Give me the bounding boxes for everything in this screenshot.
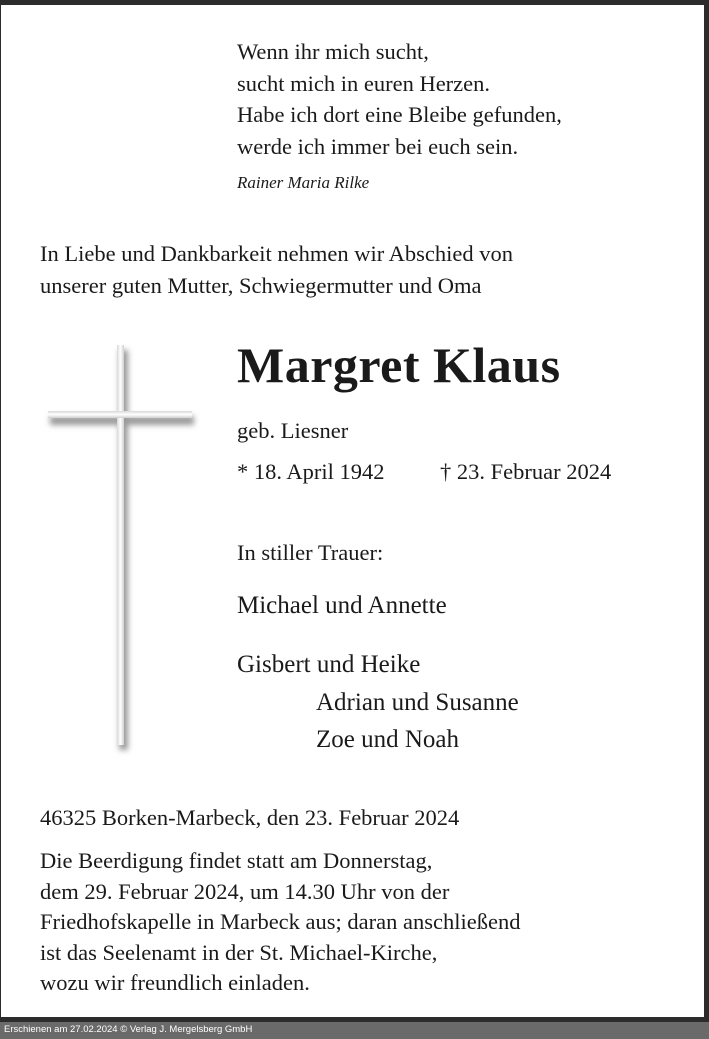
poem [237,36,562,162]
funeral-line: wozu wir freundlich einladen. [40,970,310,995]
mourner-grandchildren: Adrian und Susanne [316,689,519,716]
maiden-name: geb. Liesner [237,418,349,443]
deceased-name: Margret Klaus [237,337,561,393]
funeral-line: Die Beerdigung findet statt am Donnerstag, [40,848,433,873]
mourner-family: Gisbert und Heike [237,651,421,678]
place-date: 46325 Borken-Marbeck, den 23. Februar 2024 [40,805,460,830]
funeral-line: ist das Seelenamt in der St. Michael-Kirche, [40,939,438,965]
poem-line: sucht mich in euren Herzen. [237,70,491,96]
publication-footer [0,1022,709,1039]
intro-text [40,238,513,301]
poem-line: Habe ich dort eine Bleibe gefunden, [237,102,562,127]
funeral-line: dem 29. Februar 2024, um 14.30 Uhr von der [40,878,450,904]
funeral-info [40,846,520,999]
poem-author: Rainer Maria Rilke [237,173,370,192]
poem-line: Wenn ihr mich sucht, [237,39,429,64]
mourner-family: Michael und Annette [237,592,447,619]
poem-line: werde ich immer bei euch sein. [237,133,519,159]
funeral-line: Friedhofskapelle in Marbeck aus; daran anschließend [40,909,521,934]
mourners-heading: In stiller Trauer: [237,540,384,565]
intro-line: unserer guten Mutter, Schwiegermutter und Oma [40,272,482,298]
intro-line: In Liebe und Dankbarkeit nehmen wir Abschied von [40,241,513,266]
death-date: † 23. Februar 2024 [440,459,612,484]
mourner-grandchildren: Zoe und Noah [316,726,460,753]
birth-date: * 18. April 1942 [237,459,385,484]
footer-text: Erschienen am 27.02.2024 © Verlag J. Mergelsberg GmbH [4,1024,253,1035]
